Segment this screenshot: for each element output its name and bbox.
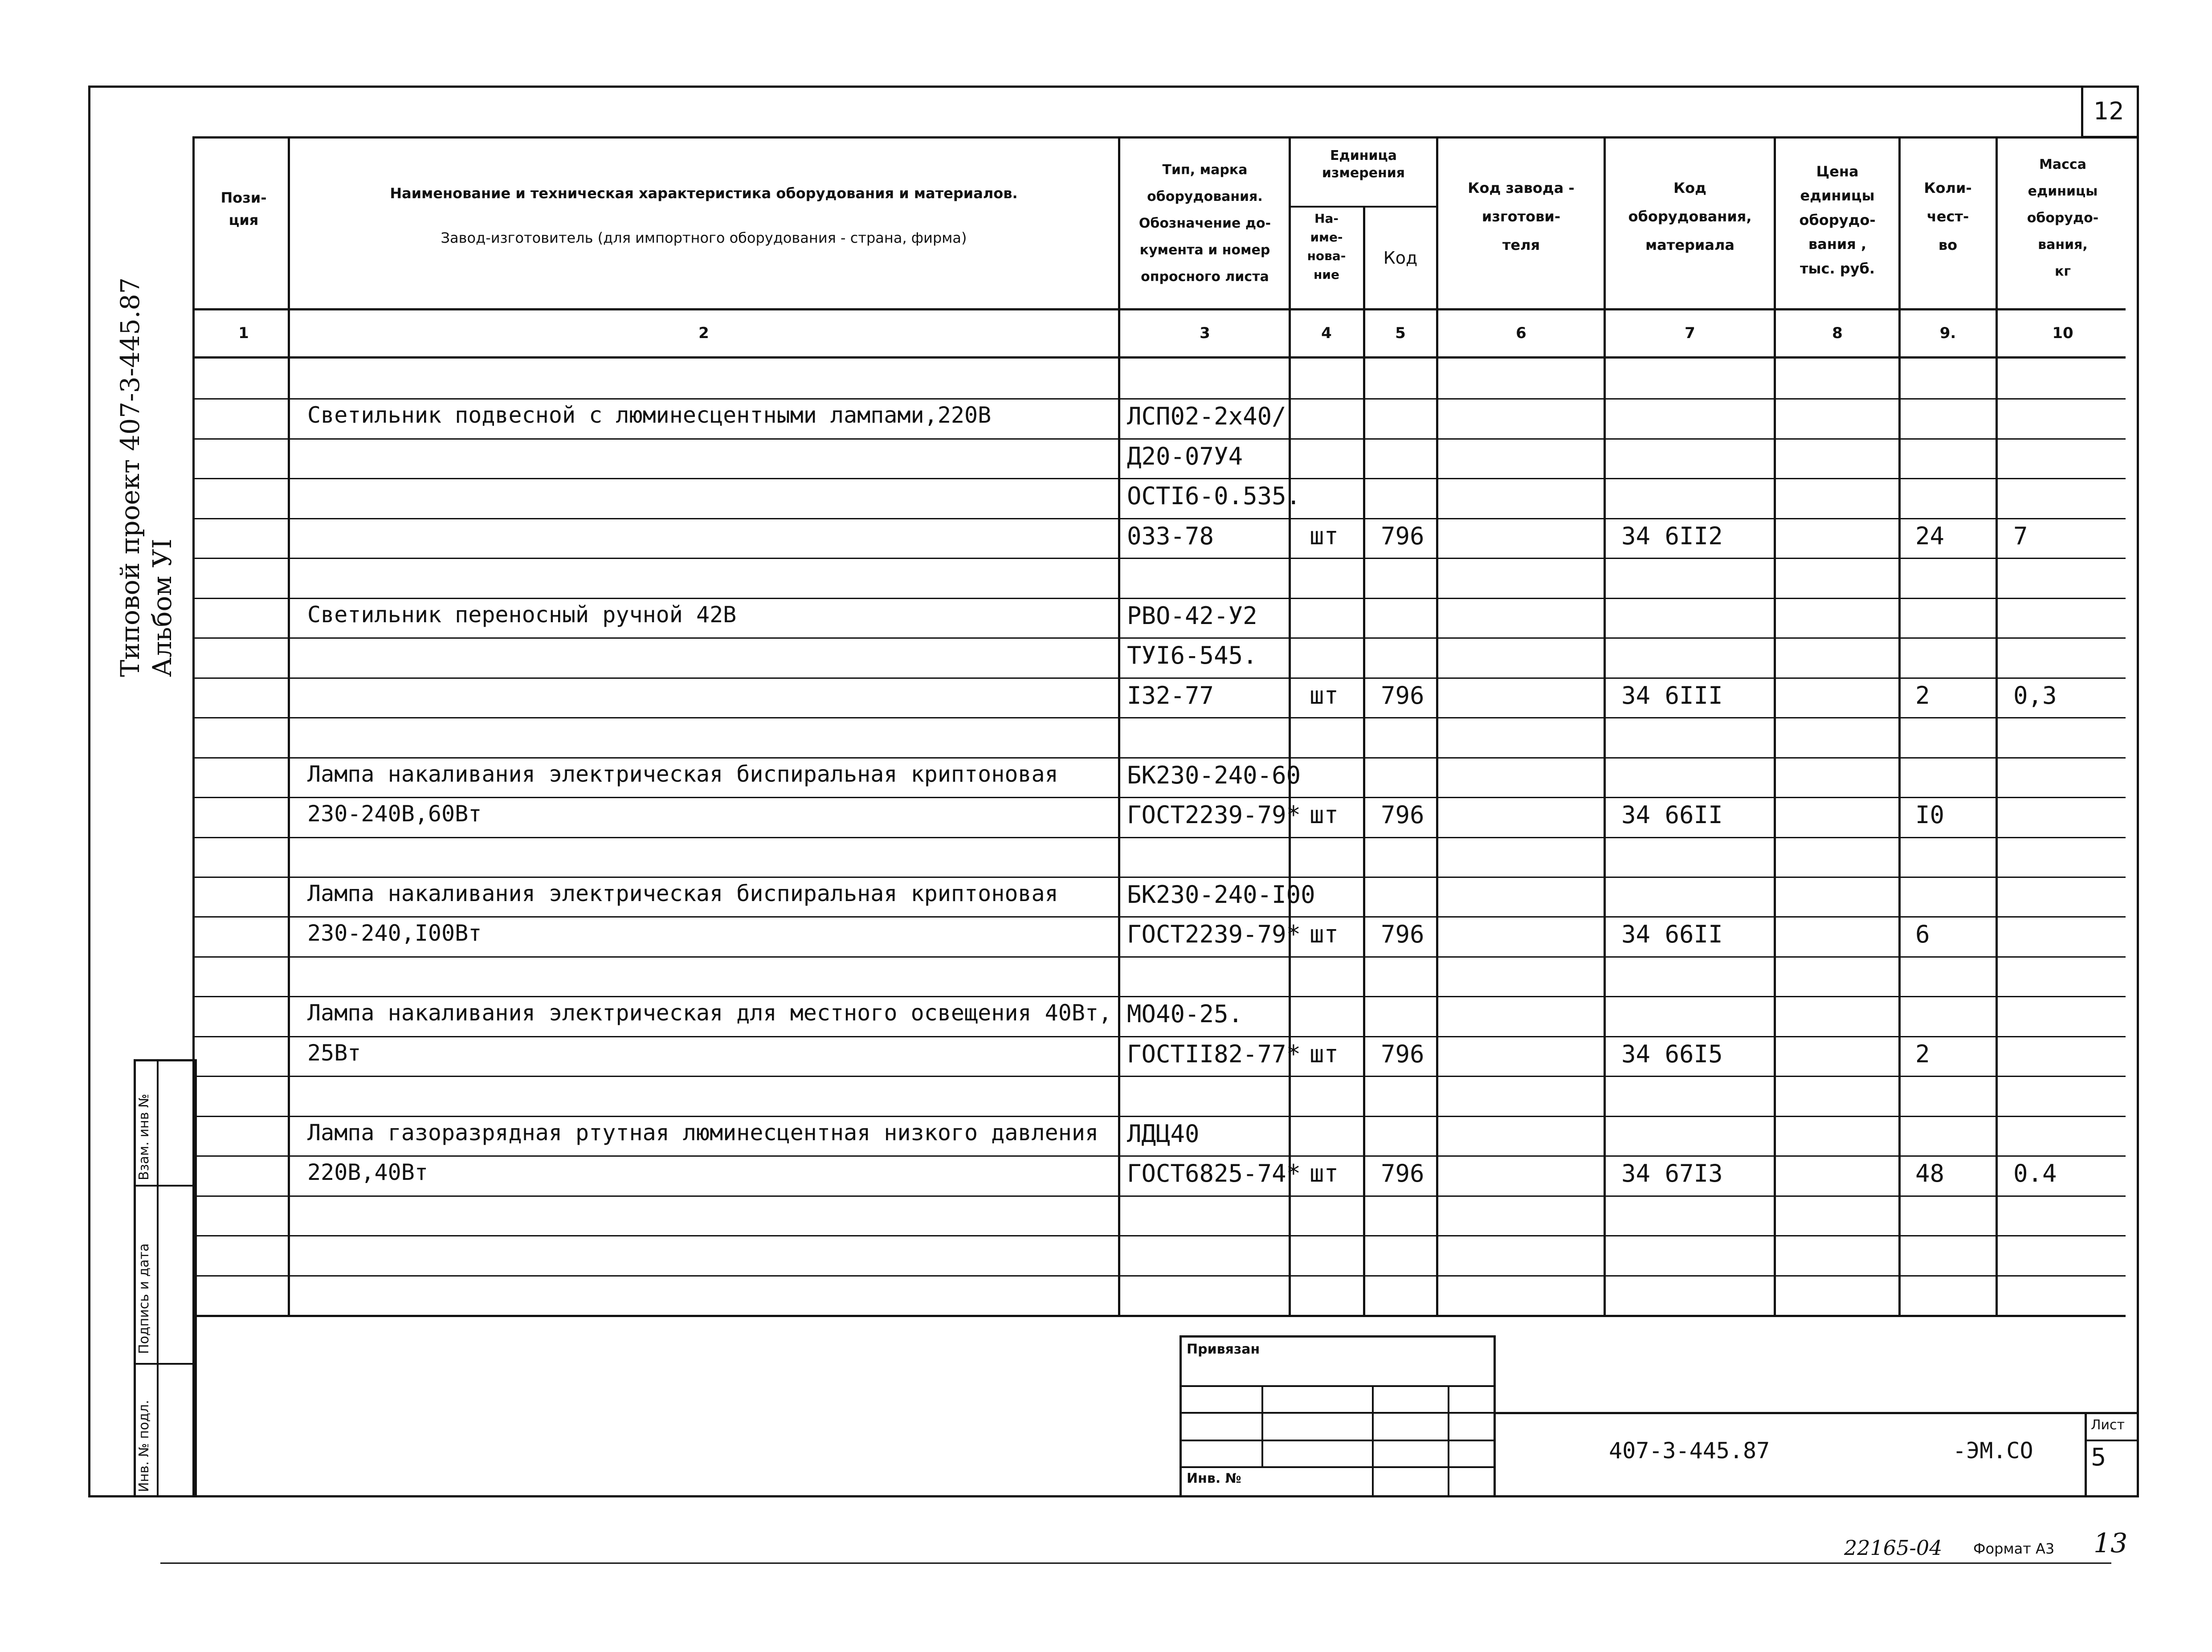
doc-code: -ЭМ.СО	[1953, 1438, 2033, 1464]
col-number-4: 4	[1321, 324, 1332, 342]
cell-unit: шт	[1310, 920, 1339, 948]
cell-type: ОСТI6-0.535.	[1127, 482, 1301, 510]
row-separator	[192, 797, 2126, 798]
cell-quantity: 48	[1915, 1159, 1945, 1187]
row-separator	[192, 956, 2126, 958]
header-unit-name: На- име- нова- ние	[1307, 211, 1346, 282]
row-separator	[192, 757, 2126, 759]
cell-quantity: 2	[1915, 681, 1930, 710]
cell-type: БК230-240-60	[1127, 761, 1301, 789]
header-type: Тип, марка оборудования. Обозначение до- кумента и номер опросного листа	[1139, 162, 1271, 285]
sheet-label: Лист	[2091, 1417, 2125, 1433]
inv-no-label: Инв. №	[1187, 1471, 1241, 1486]
cell-quantity: 2	[1915, 1040, 1930, 1068]
cell-equipment-code: 34 66I5	[1621, 1040, 1723, 1068]
cell-unit: шт	[1310, 681, 1339, 710]
cell-code: 796	[1381, 801, 1424, 829]
row-separator	[192, 717, 2126, 718]
row-separator	[192, 438, 2126, 440]
cell-equipment-code: 34 66II	[1621, 801, 1723, 829]
col-number-5: 5	[1395, 324, 1406, 342]
cell-mass: 0.4	[2013, 1159, 2057, 1187]
cell-unit: шт	[1310, 1159, 1339, 1187]
header-equipment-code: Код оборудования, материала	[1628, 179, 1752, 253]
cell-type: ГОСТ6825-74*	[1127, 1159, 1301, 1187]
col-number-6: 6	[1516, 324, 1526, 342]
cell-name: Лампа накаливания электрическая биспиральная криптоновая	[307, 881, 1058, 906]
row-separator	[192, 637, 2126, 639]
cell-unit: шт	[1310, 801, 1339, 829]
col-number-10: 10	[2052, 324, 2073, 342]
cell-type: ЛДЦ40	[1127, 1120, 1200, 1148]
cell-name: Лампа накаливания электрическая для местного освещения 40Вт,	[307, 1000, 1112, 1026]
cell-code: 796	[1381, 522, 1424, 550]
cell-unit: шт	[1310, 522, 1339, 550]
table-body-bottom	[192, 1315, 2126, 1317]
page-number-top: 12	[2094, 97, 2124, 125]
cell-mass: 0,3	[2013, 681, 2057, 710]
footer-page-number: 13	[2094, 1528, 2128, 1559]
row-separator	[192, 877, 2126, 878]
header-unit-code: Код	[1383, 248, 1418, 268]
col-number-9: 9.	[1939, 324, 1956, 342]
cell-name: 230-240В,60Вт	[307, 801, 482, 827]
cell-name: Лампа накаливания электрическая биспиральная криптоновая	[307, 761, 1058, 787]
cell-code: 796	[1381, 1159, 1424, 1187]
cell-type: МО40-25.	[1127, 1000, 1243, 1028]
cell-code: 796	[1381, 920, 1424, 948]
cell-type: 033-78	[1127, 522, 1214, 550]
cell-type: ГОСТ2239-79*	[1127, 801, 1301, 829]
numbers-bottom-line	[192, 356, 2126, 359]
header-name-line1: Наименование и техническая характеристика оборудования и материалов.	[390, 185, 1018, 202]
cell-type: I32-77	[1127, 681, 1214, 710]
format-label: Формат А3	[1973, 1540, 2055, 1557]
header-position: Пози- ция	[220, 189, 267, 228]
cell-equipment-code: 34 6II2	[1621, 522, 1723, 550]
header-mass: Масса единицы оборудо- вания, кг	[2027, 157, 2099, 279]
doc-number: 407-3-445.87	[1609, 1438, 1770, 1464]
cell-mass: 7	[2013, 522, 2028, 550]
row-separator	[192, 1076, 2126, 1077]
row-separator	[192, 1235, 2126, 1236]
row-separator	[192, 478, 2126, 479]
header-bottom-line	[192, 308, 2126, 310]
row-separator	[192, 1116, 2126, 1117]
row-separator	[192, 996, 2126, 997]
cell-name: 220В,40Вт	[307, 1159, 428, 1185]
row-separator	[192, 916, 2126, 918]
row-separator	[192, 1195, 2126, 1197]
row-separator	[192, 558, 2126, 559]
cell-code: 796	[1381, 1040, 1424, 1068]
title-block-top-line	[1496, 1412, 2139, 1414]
row-separator	[192, 598, 2126, 599]
col-number-8: 8	[1832, 324, 1843, 342]
col-number-3: 3	[1200, 324, 1210, 342]
order-number: 22165-04	[1844, 1536, 1943, 1560]
header-quantity: Коли- чест- во	[1924, 179, 1972, 253]
footer-line	[160, 1562, 2111, 1564]
row-separator	[192, 677, 2126, 679]
header-unit-group: Единица измерения	[1322, 148, 1405, 181]
cell-name: Светильник переносный ручной 42В	[307, 602, 737, 628]
cell-type: ГОСТ2239-79*	[1127, 920, 1301, 948]
cell-type: ЛСП02-2х40/	[1127, 402, 1286, 430]
cell-code: 796	[1381, 681, 1424, 710]
col-number-1: 1	[238, 324, 249, 342]
cell-quantity: 24	[1915, 522, 1945, 550]
cell-unit: шт	[1310, 1040, 1339, 1068]
cell-equipment-code: 34 6III	[1621, 681, 1723, 710]
cell-type: ТУI6-545.	[1127, 641, 1257, 669]
header-factory-code: Код завода - изготови- теля	[1468, 179, 1575, 253]
cell-name: 25Вт	[307, 1040, 361, 1066]
row-separator	[192, 1036, 2126, 1037]
cell-type: Д20-07У4	[1127, 442, 1243, 470]
row-separator	[192, 398, 2126, 400]
stamp-label-inv: Инв. № подл.	[136, 1400, 152, 1492]
row-separator	[192, 1155, 2126, 1157]
cell-quantity: I0	[1915, 801, 1945, 829]
cell-name: Светильник подвесной с люминесцентными лампами,220В	[307, 402, 992, 428]
cell-type: РВО-42-У2	[1127, 602, 1257, 630]
privyazan-label: Привязан	[1187, 1342, 1260, 1357]
cell-type: БК230-240-I00	[1127, 881, 1315, 909]
stamp-label-podpis: Подпись и дата	[136, 1243, 152, 1354]
header-name-line2: Завод-изготовитель (для импортного оборудования - страна, фирма)	[441, 229, 967, 246]
side-title-album: Альбом УI	[147, 538, 177, 677]
cell-quantity: 6	[1915, 920, 1930, 948]
row-separator	[192, 837, 2126, 838]
cell-name: Лампа газоразрядная ртутная люминесцентная низкого давления	[307, 1120, 1099, 1146]
col-number-2: 2	[698, 324, 709, 342]
row-separator	[192, 518, 2126, 519]
side-title-project: Типовой проект 407-3-445.87	[115, 277, 145, 677]
col-number-7: 7	[1685, 324, 1695, 342]
cell-equipment-code: 34 67I3	[1621, 1159, 1723, 1187]
cell-type: ГОСТII82-77*	[1127, 1040, 1301, 1068]
row-separator	[192, 1275, 2126, 1277]
stamp-label-vzam: Взам. инв №	[136, 1093, 152, 1180]
header-price: Цена единицы оборудо- вания , тыс. руб.	[1799, 163, 1876, 277]
cell-name: 230-240,I00Вт	[307, 920, 482, 946]
cell-equipment-code: 34 66II	[1621, 920, 1723, 948]
sheet-number: 5	[2091, 1443, 2106, 1471]
